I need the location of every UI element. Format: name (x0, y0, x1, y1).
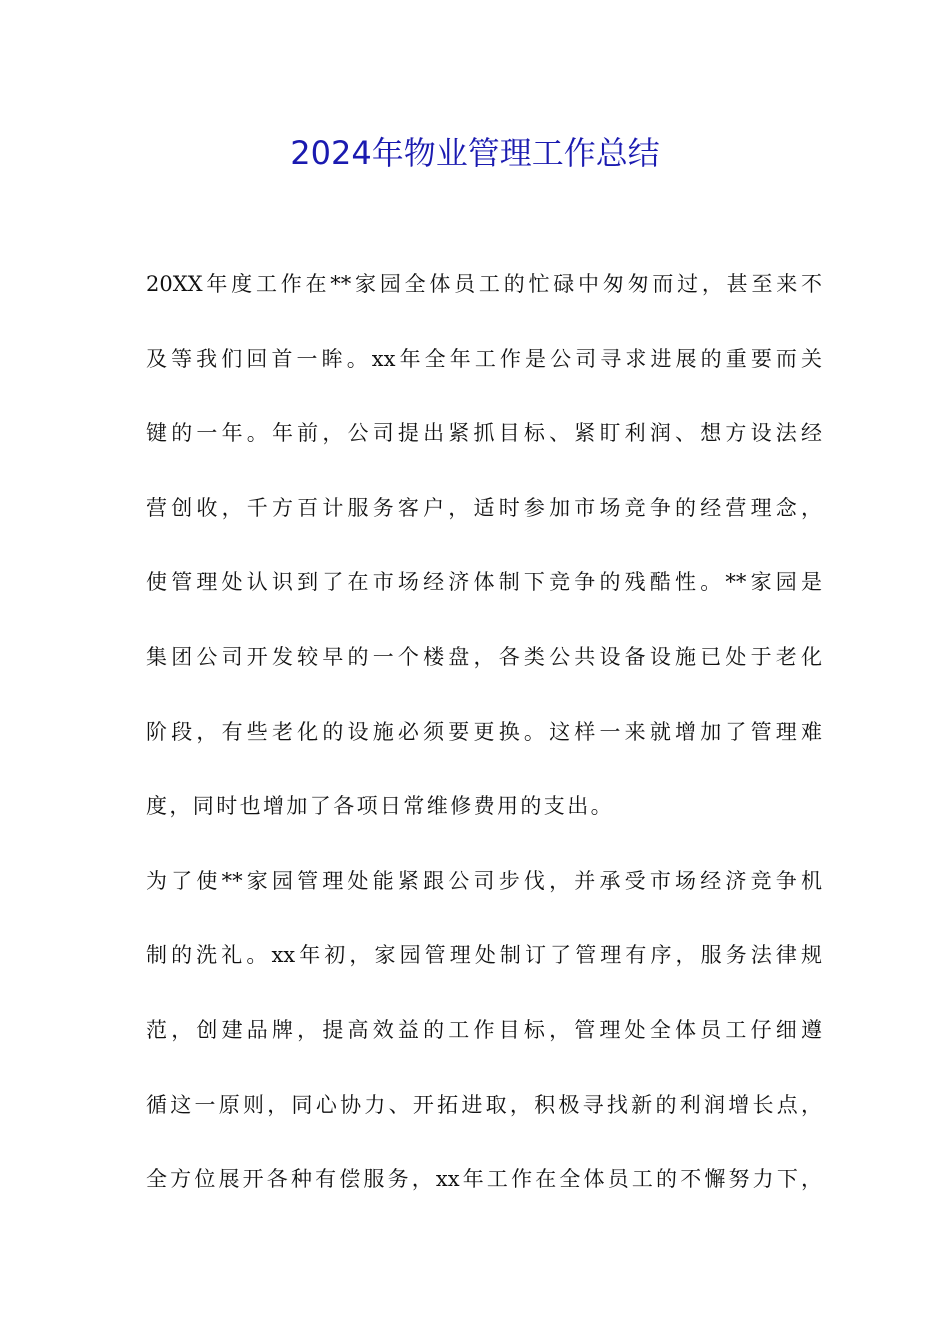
text-line: 营创收，千方百计服务客户，适时参加市场竞争的经营理念， (146, 495, 822, 520)
paragraph-2 (146, 859, 822, 1232)
text-line: 及等我们回首一眸。xx年全年工作是公司寻求进展的重要而关 (146, 346, 822, 371)
text-line: 循这一原则，同心协力、开拓进取，积极寻找新的利润增长点， (146, 1092, 822, 1117)
text-line: 20XX年度工作在**家园全体员工的忙碌中匆匆而过，甚至来不 (146, 272, 822, 296)
paragraph-1 (146, 262, 822, 859)
text-line: 集团公司开发较早的一个楼盘，各类公共设备设施已处于老化 (146, 644, 822, 669)
document-title: 2024年物业管理工作总结 (290, 134, 660, 172)
text-line: 为了使**家园管理处能紧跟公司步伐，并承受市场经济竞争机 (146, 868, 822, 893)
text-line: 制的洗礼。xx年初，家园管理处制订了管理有序，服务法律规 (146, 943, 822, 968)
text-line: 范，创建品牌，提高效益的工作目标，管理处全体员工仔细遵 (146, 1017, 822, 1042)
document-body (146, 262, 822, 1232)
text-line: 全方位展开各种有偿服务，xx年工作在全体员工的不懈努力下， (146, 1167, 822, 1192)
text-line: 键的一年。年前，公司提出紧抓目标、紧盯利润、想方设法经 (146, 421, 822, 446)
text-line: 阶段，有些老化的设施必须要更换。这样一来就增加了管理难 (146, 719, 822, 744)
text-line: 使管理处认识到了在市场经济体制下竞争的残酷性。**家园是 (146, 570, 822, 595)
text-line: 度，同时也增加了各项日常维修费用的支出。 (146, 794, 614, 819)
